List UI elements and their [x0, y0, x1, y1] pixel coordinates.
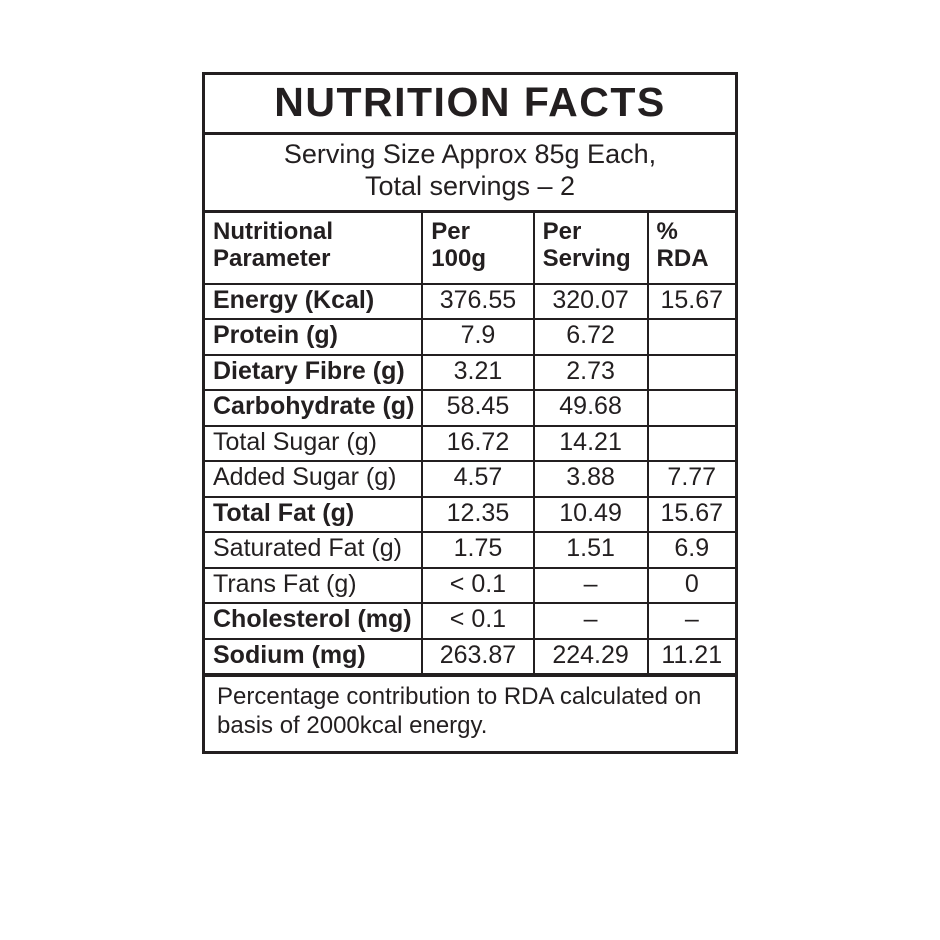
row-per-serving: 224.29: [534, 639, 648, 675]
header-per-100g: [422, 213, 533, 284]
table-header-row: [205, 213, 735, 284]
row-rda: 0: [648, 568, 735, 604]
row-per-100g: 58.45: [422, 390, 533, 426]
row-per-100g: < 0.1: [422, 603, 533, 639]
header-per-serving-line2: Serving: [542, 244, 631, 272]
rda-footnote-line2: basis of 2000kcal energy.: [217, 711, 488, 739]
nutrition-table: [205, 213, 735, 675]
table-row: [205, 426, 735, 462]
table-row: [205, 355, 735, 391]
row-rda: [648, 390, 735, 426]
row-name: Cholesterol (mg): [205, 603, 422, 639]
row-per-serving: 6.72: [534, 319, 648, 355]
total-servings-text: Total servings – 2: [364, 170, 576, 201]
row-name: Trans Fat (g): [205, 568, 422, 604]
row-per-100g: < 0.1: [422, 568, 533, 604]
row-name: Total Fat (g): [205, 497, 422, 533]
row-per-100g: 3.21: [422, 355, 533, 391]
header-parameter-line1: Nutritional: [213, 217, 333, 245]
row-rda: [648, 355, 735, 391]
title-section: [205, 75, 735, 135]
row-per-serving: 14.21: [534, 426, 648, 462]
row-rda: 7.77: [648, 461, 735, 497]
table-row: [205, 568, 735, 604]
table-row: [205, 639, 735, 675]
row-name: Protein (g): [205, 319, 422, 355]
row-per-100g: 376.55: [422, 284, 533, 320]
row-name: Saturated Fat (g): [205, 532, 422, 568]
table-row: [205, 532, 735, 568]
row-per-100g: 4.57: [422, 461, 533, 497]
table-row: [205, 461, 735, 497]
row-per-serving: –: [534, 603, 648, 639]
row-per-serving: 10.49: [534, 497, 648, 533]
row-rda: –: [648, 603, 735, 639]
row-rda: 15.67: [648, 497, 735, 533]
table-row: [205, 319, 735, 355]
row-name: Added Sugar (g): [205, 461, 422, 497]
table-row: [205, 390, 735, 426]
row-rda: [648, 319, 735, 355]
row-per-100g: 263.87: [422, 639, 533, 675]
row-name: Dietary Fibre (g): [205, 355, 422, 391]
row-rda: 6.9: [648, 532, 735, 568]
rda-footnote: [205, 675, 735, 751]
row-rda: [648, 426, 735, 462]
header-per-serving-line1: Per: [542, 217, 582, 245]
serving-size-text: Serving Size Approx 85g Each,: [283, 139, 657, 170]
row-name: Energy (Kcal): [205, 284, 422, 320]
row-per-100g: 1.75: [422, 532, 533, 568]
row-per-serving: 1.51: [534, 532, 648, 568]
nutrition-facts-panel: [202, 72, 738, 754]
header-per-100g-line1: Per: [431, 217, 470, 245]
table-row: [205, 497, 735, 533]
table-row: [205, 603, 735, 639]
row-rda: 11.21: [648, 639, 735, 675]
table-row: [205, 284, 735, 320]
header-parameter-line2: Parameter: [213, 244, 331, 272]
header-parameter: [205, 213, 422, 284]
serving-info: [205, 135, 735, 213]
header-per-100g-line2: 100g: [431, 244, 486, 272]
header-rda: % RDA: [648, 213, 735, 284]
row-per-serving: 49.68: [534, 390, 648, 426]
rda-footnote-line1: Percentage contribution to RDA calculated on: [217, 683, 702, 711]
row-name: Carbohydrate (g): [205, 390, 422, 426]
nutrition-table-body: [205, 213, 735, 674]
row-per-100g: 16.72: [422, 426, 533, 462]
row-per-100g: 12.35: [422, 497, 533, 533]
row-name: Sodium (mg): [205, 639, 422, 675]
row-per-serving: 2.73: [534, 355, 648, 391]
header-per-serving: [534, 213, 648, 284]
row-name: Total Sugar (g): [205, 426, 422, 462]
row-per-serving: 3.88: [534, 461, 648, 497]
row-rda: 15.67: [648, 284, 735, 320]
row-per-100g: 7.9: [422, 319, 533, 355]
row-per-serving: –: [534, 568, 648, 604]
page-title: NUTRITION FACTS: [274, 79, 666, 125]
row-per-serving: 320.07: [534, 284, 648, 320]
